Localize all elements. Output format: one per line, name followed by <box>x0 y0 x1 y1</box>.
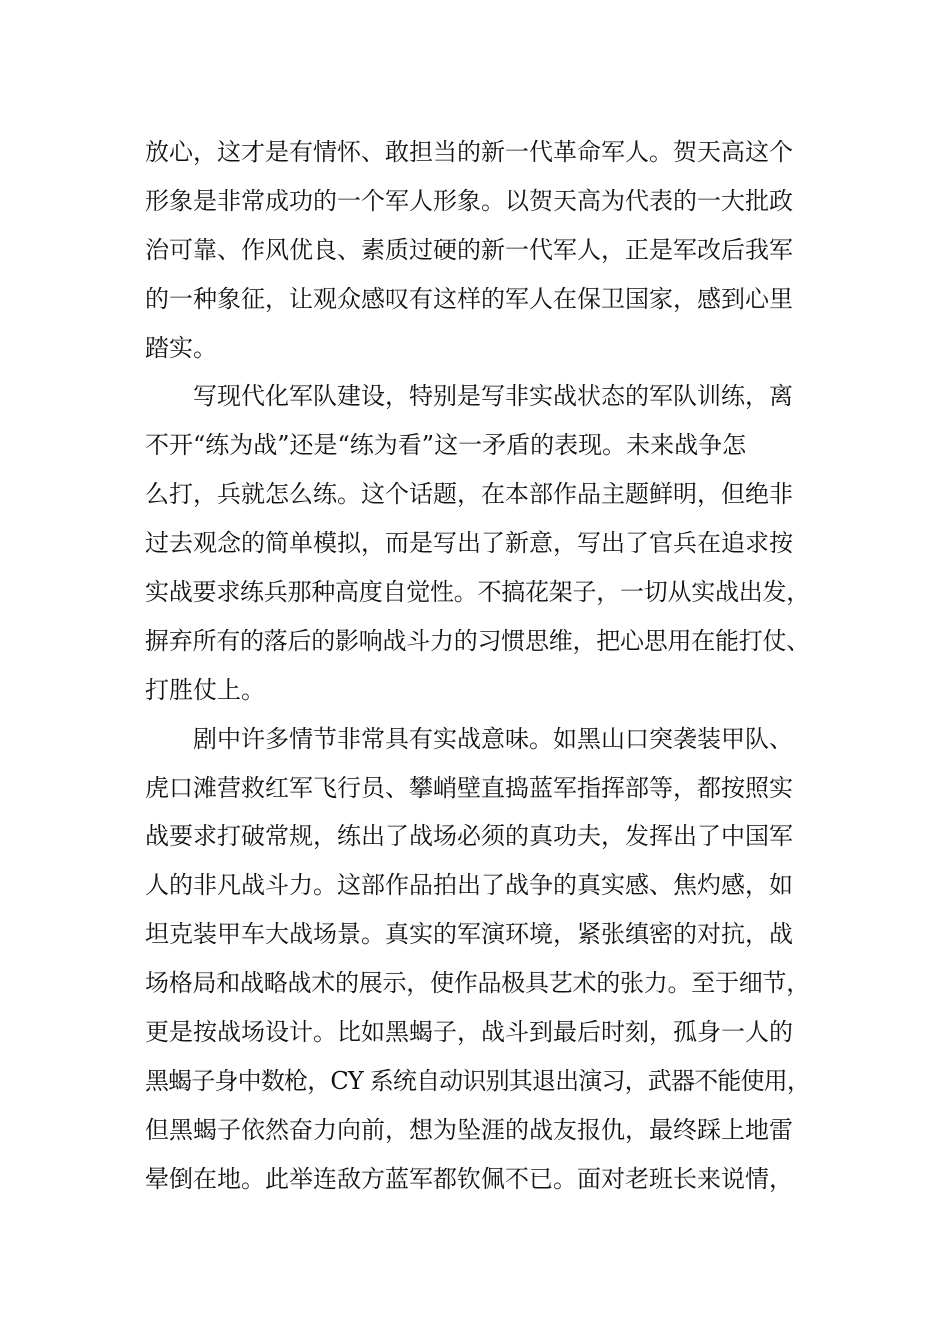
text-line: 的一种象征，让观众感叹有这样的军人在保卫国家，感到心里 <box>145 284 793 313</box>
text-line: 形象是非常成功的一个军人形象。以贺天高为代表的一大批政 <box>145 186 793 215</box>
text-line: 治可靠、作风优良、素质过硬的新一代军人，正是军改后我军 <box>145 235 793 264</box>
text-line: 人的非凡战斗力。这部作品拍出了战争的真实感、焦灼感，如 <box>145 871 793 900</box>
text-line: 更是按战场设计。比如黑蝎子，战斗到最后时刻，孤身一人的 <box>145 1018 793 1047</box>
text-line: 不开“练为战”还是“练为看”这一矛盾的表现。未来战争怎 <box>145 431 747 460</box>
text-line: 虎口滩营救红军飞行员、攀峭壁直捣蓝军指挥部等，都按照实 <box>145 773 793 802</box>
text-line: 但黑蝎子依然奋力向前，想为坠涯的战友报仇，最终踩上地雷 <box>145 1115 793 1144</box>
text-line: 打胜仗上。 <box>145 675 265 704</box>
document-body <box>145 128 810 1204</box>
text-line: 么打，兵就怎么练。这个话题，在本部作品主题鲜明，但绝非 <box>145 480 793 509</box>
text-line: 战要求打破常规，练出了战场必须的真功夫，发挥出了中国军 <box>145 822 793 851</box>
text-line: 踏实。 <box>145 333 217 362</box>
text-line: 黑蝎子身中数枪，CY 系统自动识别其退出演习，武器不能使用， <box>145 1066 810 1095</box>
text-line: 放心，这才是有情怀、敢担当的新一代革命军人。贺天高这个 <box>145 138 793 166</box>
text-line: 坦克装甲车大战场景。真实的军演环境，紧张缜密的对抗，战 <box>145 920 793 949</box>
text-line: 过去观念的简单模拟，而是写出了新意，写出了官兵在追求按 <box>145 529 793 558</box>
text-line: 摒弃所有的落后的影响战斗力的习惯思维，把心思用在能打仗、 <box>145 626 810 655</box>
text-line: 晕倒在地。此举连敌方蓝军都钦佩不已。面对老班长来说情， <box>145 1164 793 1193</box>
text-line: 场格局和战略战术的展示，使作品极具艺术的张力。至于细节， <box>145 969 810 998</box>
paragraph-first-line: 写现代化军队建设，特别是写非实战状态的军队训练，离 <box>193 382 793 411</box>
paragraph-first-line: 剧中许多情节非常具有实战意味。如黑山口突袭装甲队、 <box>193 724 793 753</box>
text-line: 实战要求练兵那种高度自觉性。不搞花架子，一切从实战出发， <box>145 578 810 607</box>
